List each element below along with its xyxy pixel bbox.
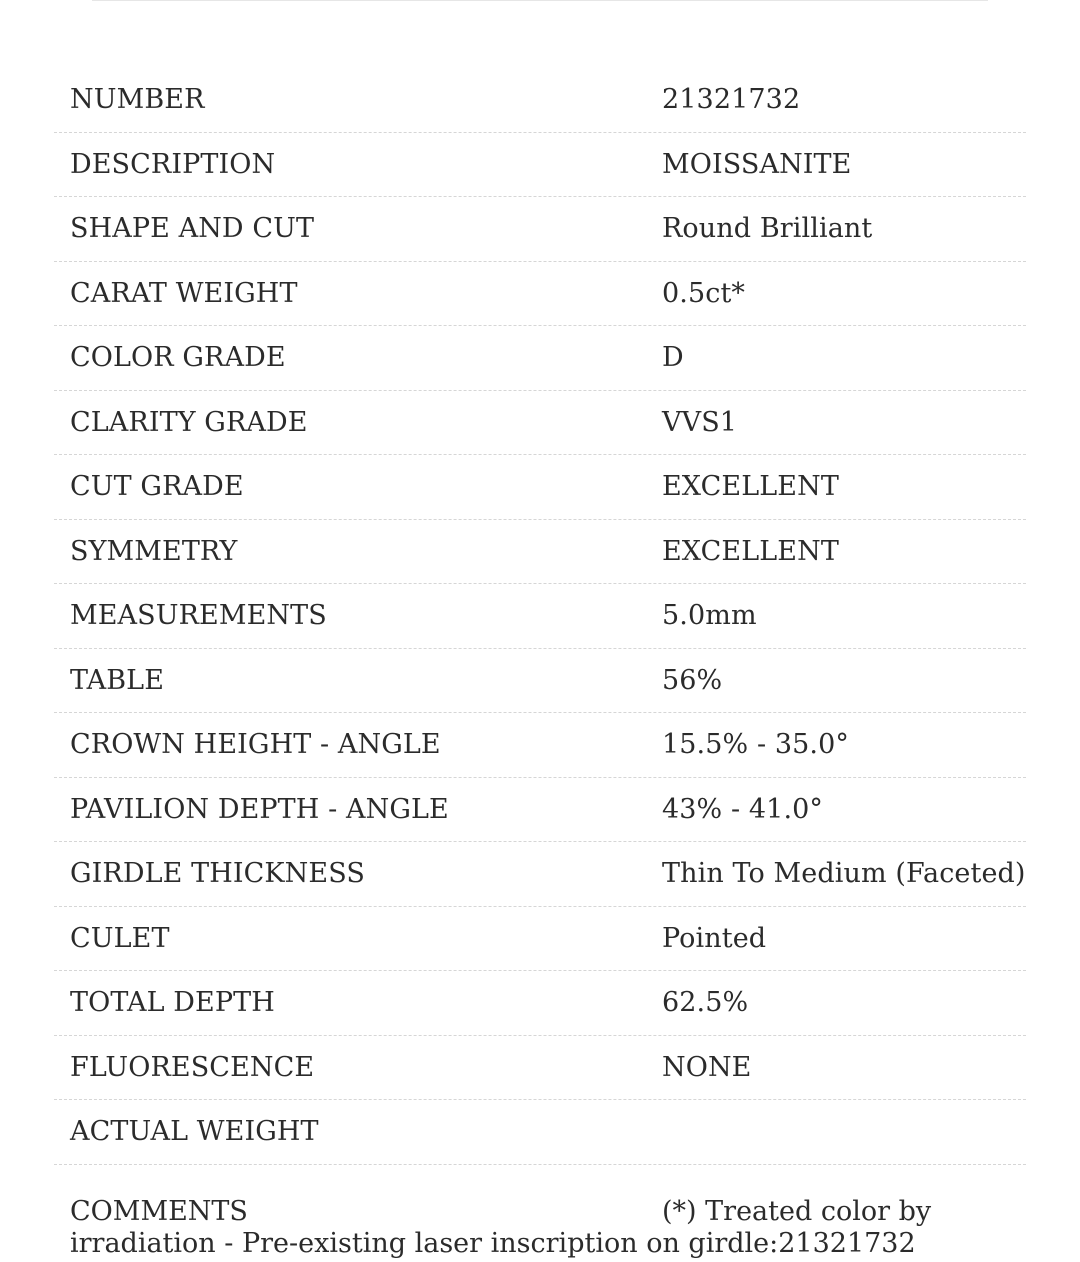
comments-label: COMMENTS [70,1196,248,1227]
spec-value: EXCELLENT [662,471,839,502]
spec-row-crown-height-angle [54,713,1026,778]
spec-value: Round Brilliant [662,213,873,244]
spec-row-symmetry [54,520,1026,585]
spec-row-color-grade [54,326,1026,391]
spec-label: SHAPE AND CUT [70,213,315,244]
spec-label: FLUORESCENCE [70,1051,315,1083]
spec-value: 0.5ct* [662,277,746,309]
spec-row-clarity-grade [54,391,1026,456]
spec-value: Pointed [662,922,767,954]
spec-label: CROWN HEIGHT - ANGLE [70,729,441,760]
top-divider [92,0,988,1]
spec-row-measurements [54,584,1026,649]
spec-label: MEASUREMENTS [70,600,327,631]
spec-row-cut-grade [54,455,1026,520]
spec-value: NONE [662,1051,752,1083]
comments-text-line1: (*) Treated color by [662,1196,932,1227]
spec-value: 62.5% [662,987,749,1018]
spec-value: MOISSANITE [662,148,852,180]
spec-row-pavilion-depth-angle [54,778,1026,843]
spec-row-table [54,649,1026,714]
spec-value: VVS1 [662,406,738,438]
spec-label: TOTAL DEPTH [70,987,275,1018]
spec-label: CARAT WEIGHT [70,277,298,309]
spec-value: 56% [662,664,723,696]
spec-row-description [54,133,1026,198]
spec-label: DESCRIPTION [70,148,276,180]
spec-row-carat-weight [54,262,1026,327]
spec-value: Thin To Medium (Faceted) [662,858,1026,889]
comments-first-line [70,1196,1010,1228]
spec-label: SYMMETRY [70,535,238,567]
spec-label: ACTUAL WEIGHT [70,1116,319,1147]
spec-label: COLOR GRADE [70,342,286,373]
spec-label: CLARITY GRADE [70,406,308,438]
spec-value: 15.5% - 35.0° [662,729,849,760]
spec-row-actual-weight [54,1100,1026,1165]
spec-row-culet [54,907,1026,972]
spec-row-girdle-thickness [54,842,1026,907]
spec-row-fluorescence [54,1036,1026,1101]
spec-label: CUT GRADE [70,471,244,502]
comments-text-line2: irradiation - Pre-existing laser inscription on girdle:21321732 [70,1228,916,1259]
spec-row-shape-and-cut [54,197,1026,262]
spec-row-total-depth [54,971,1026,1036]
spec-row-number [54,68,1026,133]
spec-label: TABLE [70,664,165,696]
spec-value: 5.0mm [662,600,757,631]
spec-value: EXCELLENT [662,535,839,567]
spec-value: 21321732 [662,84,801,115]
spec-label: GIRDLE THICKNESS [70,858,365,889]
spec-value: 43% - 41.0° [662,793,824,825]
spec-label: PAVILION DEPTH - ANGLE [70,793,449,825]
comments-block [70,1196,1010,1260]
spec-value: D [662,342,684,373]
spec-table [54,68,1026,1165]
spec-label: CULET [70,922,170,954]
spec-label: NUMBER [70,84,205,115]
